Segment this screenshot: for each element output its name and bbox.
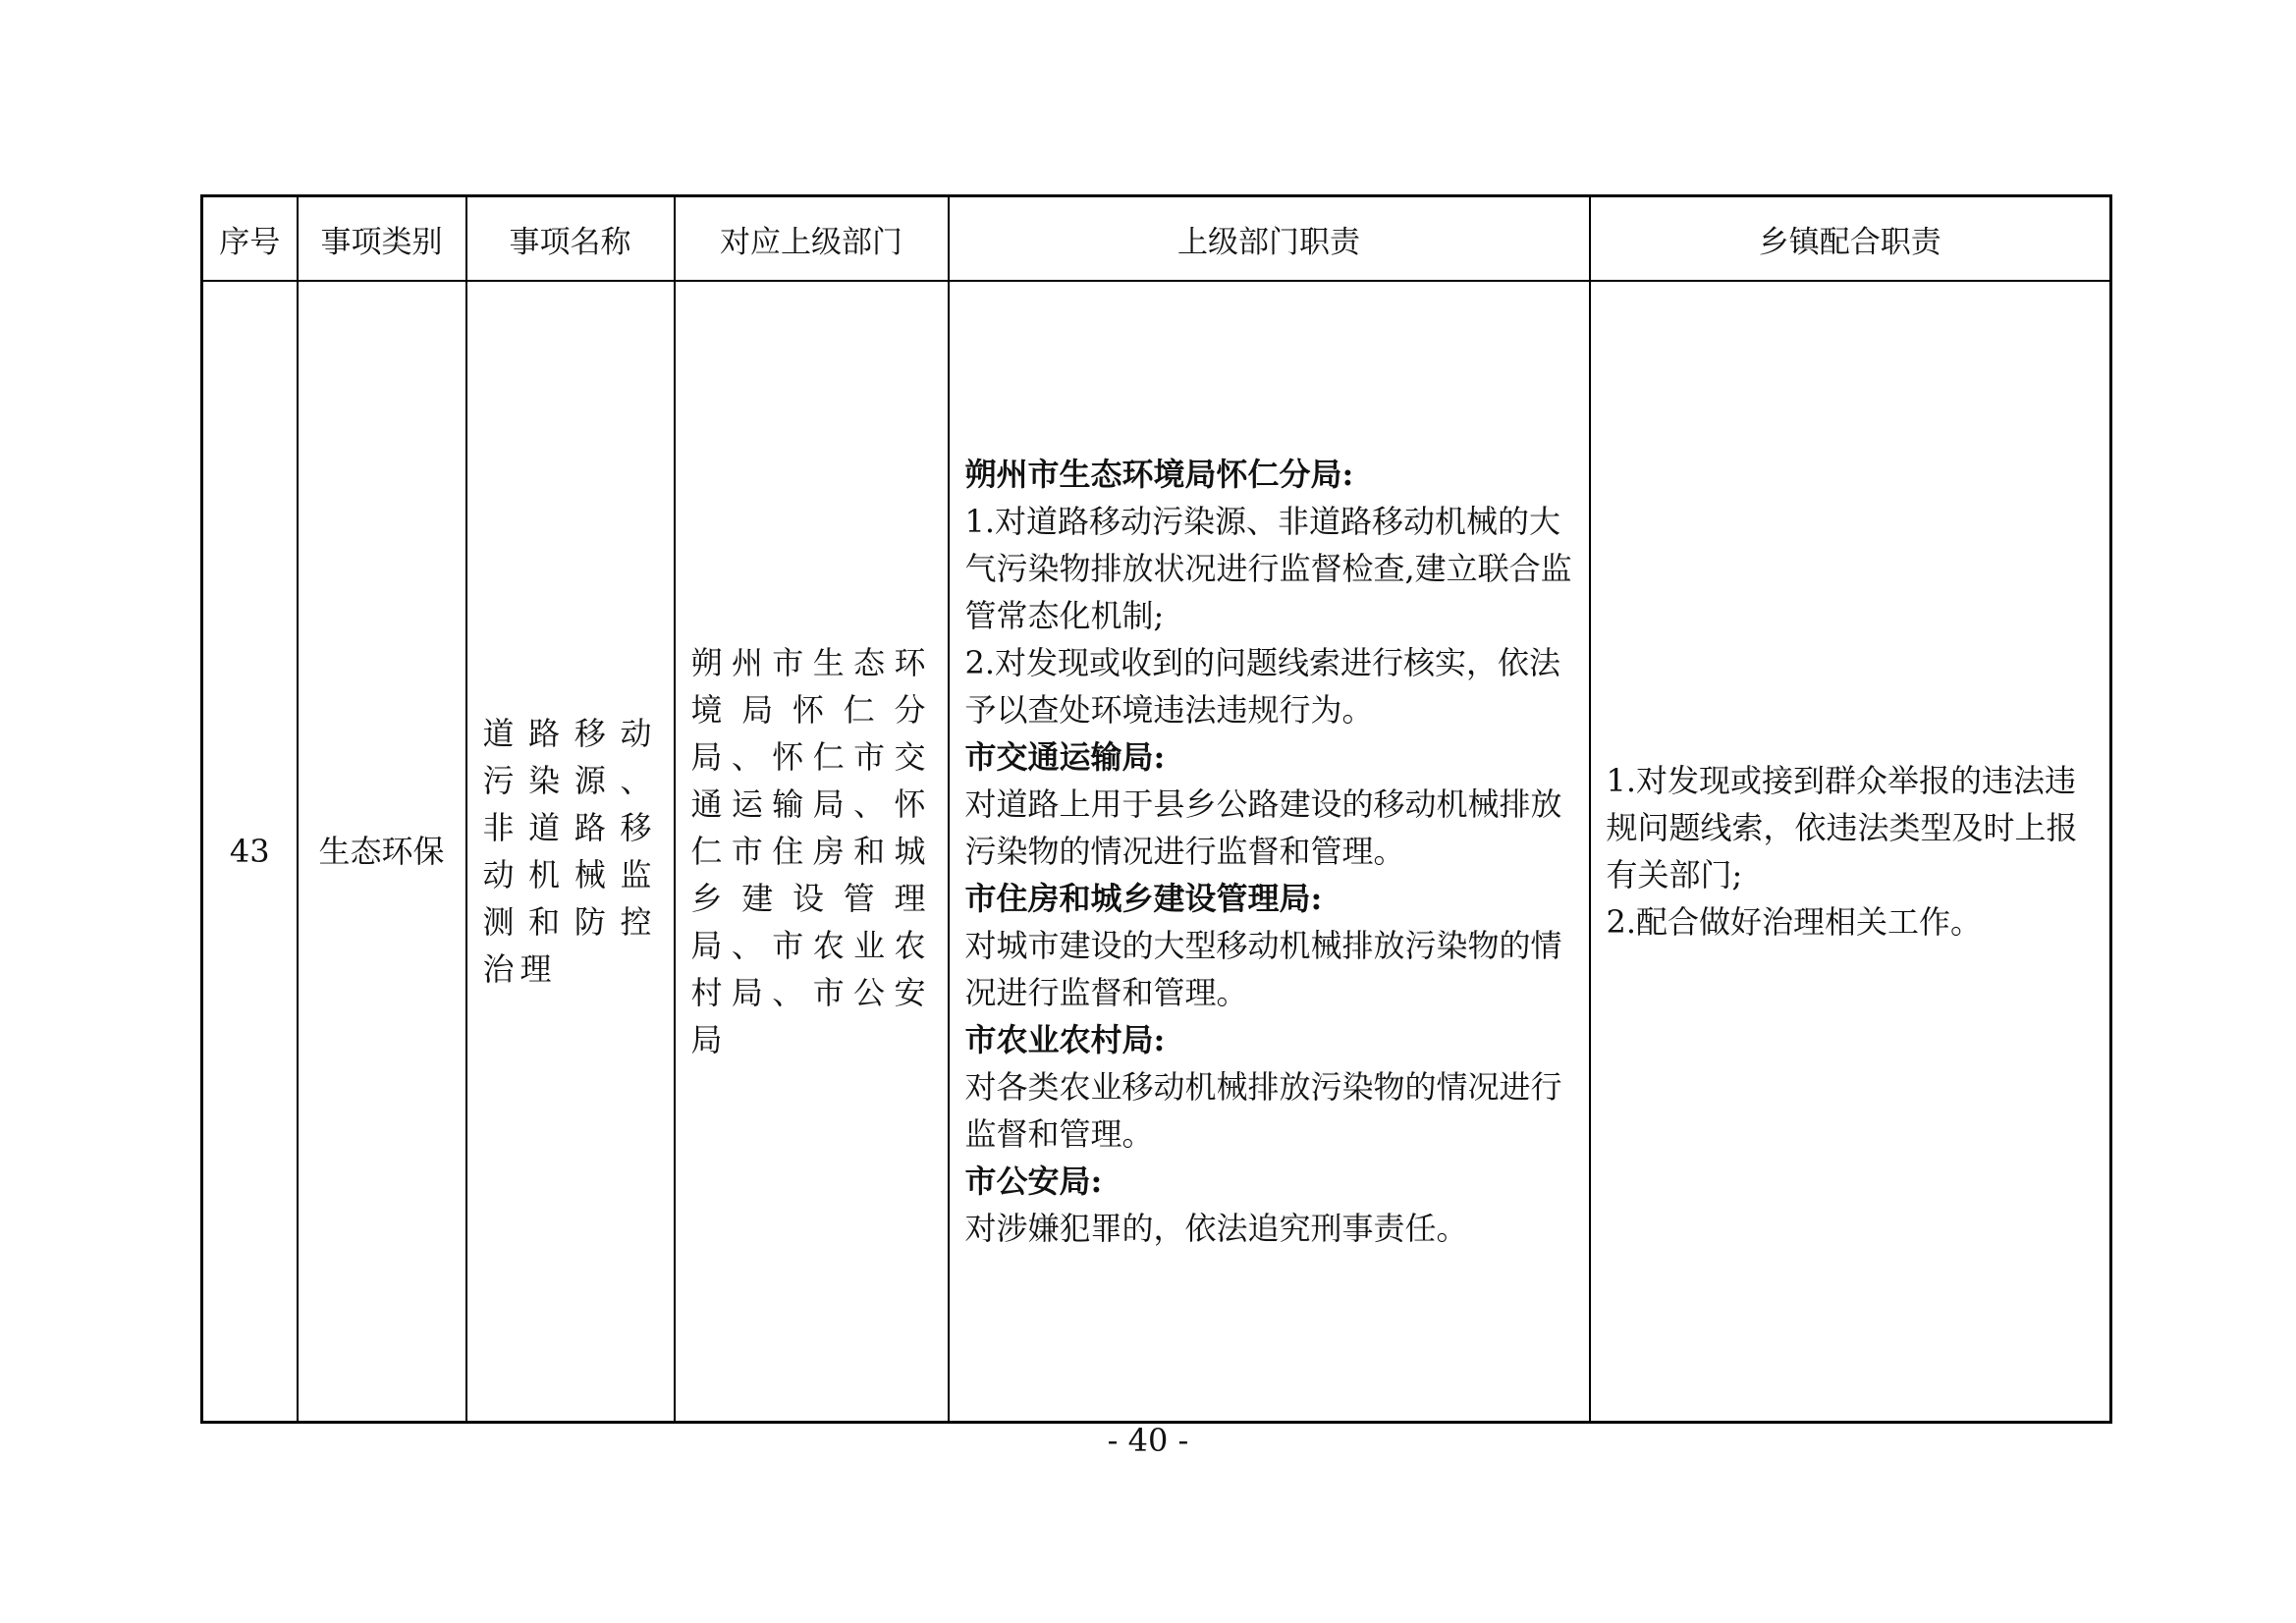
duty-line: 对城市建设的大型移动机械排放污染物的情况进行监督和管理。	[964, 927, 1562, 1011]
header-upper-department: 对应上级部门	[675, 196, 949, 282]
cell-upper-duties	[949, 281, 1590, 1423]
duty-department-heading: 市交通运输局:	[964, 738, 1166, 776]
cell-town-duties	[1590, 281, 2111, 1423]
duty-block-transport	[965, 733, 1573, 875]
duty-table	[200, 194, 2112, 1424]
page-number: - 40 -	[1107, 1422, 1189, 1459]
cell-number: 43	[202, 281, 298, 1423]
duty-block-agriculture	[965, 1016, 1573, 1158]
table-header-row	[202, 196, 2111, 282]
duty-department-heading: 朔州市生态环境局怀仁分局:	[964, 456, 1354, 493]
table-row	[202, 281, 2111, 1423]
header-item-name: 事项名称	[466, 196, 675, 282]
duty-department-heading: 市农业农村局:	[964, 1021, 1166, 1058]
cell-item-name: 道路移动污染源、非道路移动机械监测和防控治理	[466, 281, 675, 1423]
duty-line: 对各类农业移动机械排放污染物的情况进行监督和管理。	[964, 1068, 1562, 1153]
duty-table-wrapper	[200, 194, 2109, 1424]
duty-block-ecology	[965, 451, 1573, 733]
town-duty-line: 2.配合做好治理相关工作。	[1606, 903, 1983, 941]
duty-line: 对涉嫌犯罪的，依法追究刑事责任。	[964, 1210, 1468, 1247]
header-category: 事项类别	[298, 196, 466, 282]
duty-line: 2.对发现或收到的问题线索进行核实，依法予以查处环境违法违规行为。	[964, 644, 1561, 729]
duty-block-police	[965, 1158, 1573, 1252]
header-upper-duties: 上级部门职责	[949, 196, 1590, 282]
cell-category: 生态环保	[298, 281, 466, 1423]
cell-upper-department: 朔州市生态环境局怀仁分局、怀仁市交通运输局、怀仁市住房和城乡建设管理局、市农业农村局、市公安局	[675, 281, 949, 1423]
duty-department-heading: 市住房和城乡建设管理局:	[964, 880, 1323, 917]
duty-line: 1.对道路移动污染源、非道路移动机械的大气污染物排放状况进行监督检查,建立联合监管常态化机制;	[964, 503, 1572, 634]
header-town-duties: 乡镇配合职责	[1590, 196, 2111, 282]
duty-block-housing	[965, 875, 1573, 1016]
header-number: 序号	[202, 196, 298, 282]
duty-line: 对道路上用于县乡公路建设的移动机械排放污染物的情况进行监督和管理。	[964, 785, 1562, 870]
town-duty-line: 1.对发现或接到群众举报的违法违规问题线索，依违法类型及时上报有关部门;	[1606, 762, 2078, 893]
duty-department-heading: 市公安局:	[964, 1163, 1103, 1200]
